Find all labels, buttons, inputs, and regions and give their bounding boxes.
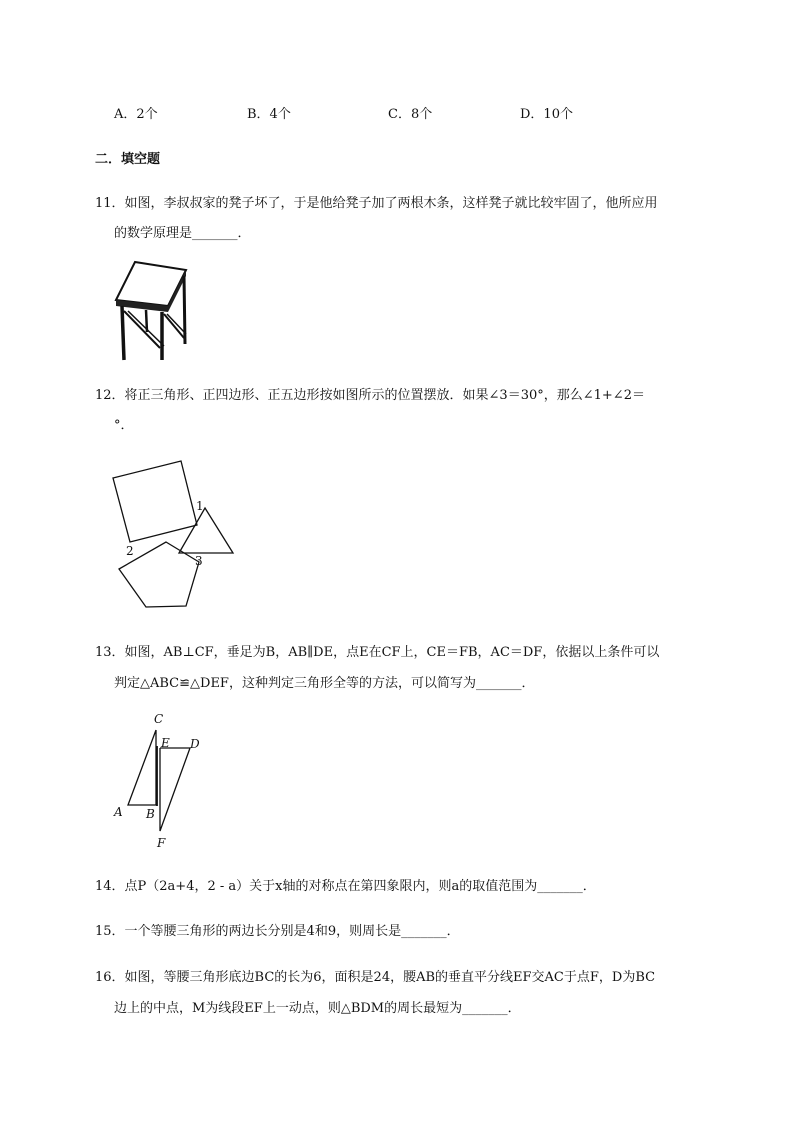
- point-label-a: A: [114, 805, 123, 819]
- point-label-f: F: [157, 836, 166, 850]
- q11-line1: 11．如图，李叔叔家的凳子坏了，于是他给凳子加了两根木条，这样凳子就比较牢固了，他所应用: [95, 196, 658, 211]
- angle-label-2: 2: [126, 544, 134, 558]
- polygons-figure: [110, 458, 240, 614]
- point-label-d: D: [190, 737, 200, 751]
- q16-line1: 16．如图，等腰三角形底边BC的长为6，面积是24，腰AB的垂直平分线EF交AC于点F，D为BC: [95, 970, 656, 985]
- q13-line1: 13．如图，AB⊥CF，垂足为B，AB∥DE，点E在CF上，CE＝FB，AC＝DF，依据以上条件可以: [95, 645, 660, 660]
- option-a: A．2个: [114, 107, 158, 122]
- option-c: C．8个: [388, 107, 433, 122]
- point-label-c: C: [154, 712, 164, 726]
- square-shape: [113, 461, 197, 542]
- stool-icon: [112, 256, 192, 364]
- q11-line2: 的数学原理是_______．: [114, 226, 251, 241]
- option-b: B．4个: [247, 107, 291, 122]
- q14-text: 14．点P（2a+4，2 - a）关于x轴的对称点在第四象限内，则a的取值范围为_______．: [95, 879, 596, 894]
- angle-label-1: 1: [196, 499, 204, 513]
- q16-line2: 边上的中点，M为线段EF上一动点，则△BDM的周长最短为_______．: [114, 1001, 521, 1016]
- q15-text: 15．一个等腰三角形的两边长分别是4和9，则周长是_______．: [95, 924, 460, 939]
- point-label-b: B: [146, 807, 155, 821]
- q12-line1: 12．将正三角形、正四边形、正五边形按如图所示的位置摆放．如果∠3＝30°，那么∠1+∠2＝: [95, 388, 645, 403]
- angle-label-3: 3: [195, 554, 203, 568]
- triangles-figure: [110, 710, 210, 852]
- point-label-e: E: [161, 736, 170, 750]
- q12-line2: °．: [114, 418, 134, 433]
- triangle-shape: [179, 508, 233, 553]
- option-d: D．10个: [520, 107, 573, 122]
- section-title: 二．填空题: [95, 152, 161, 167]
- q13-line2: 判定△ABC≌△DEF，这种判定三角形全等的方法，可以简写为_______．: [114, 676, 535, 691]
